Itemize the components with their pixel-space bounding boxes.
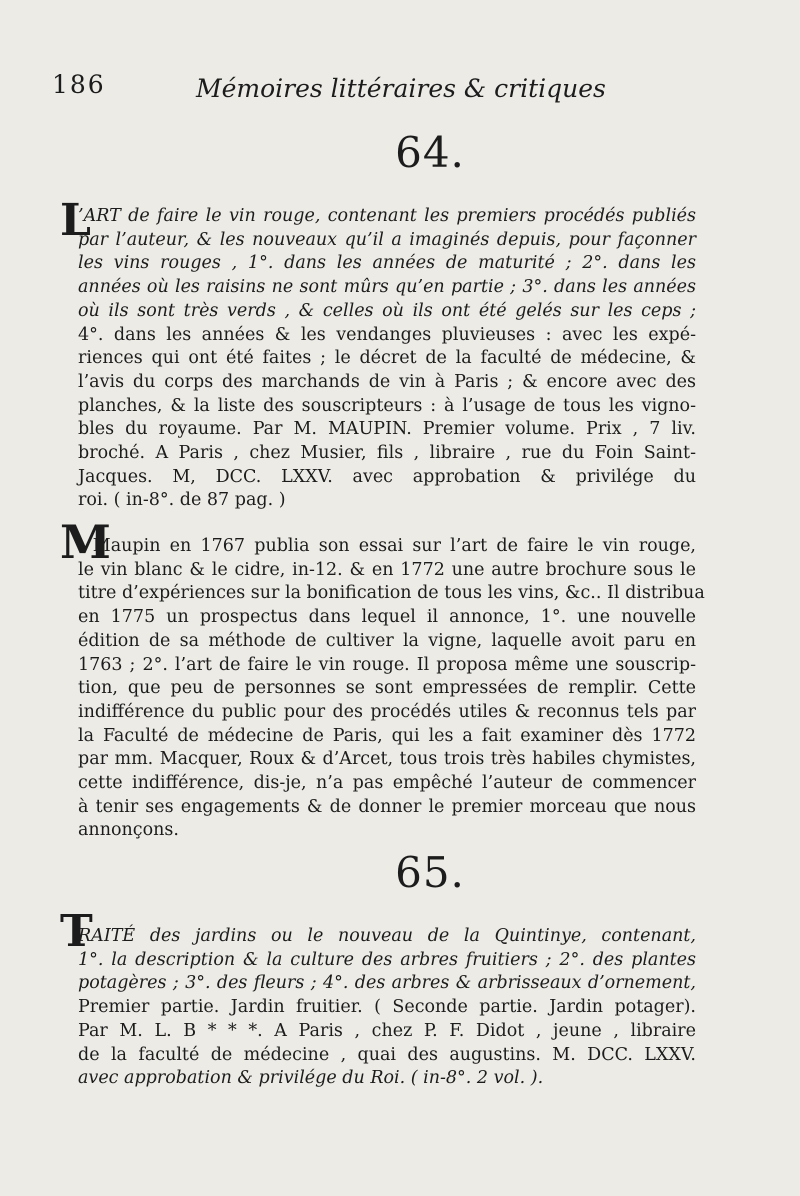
entry-line: Premier partie. Jardin fruitier. ( Seconde partie. Jardin potager).: [78, 997, 696, 1018]
entry-line: Par M. L. B * * *. A Paris , chez P. F. Didot , jeune , libraire: [78, 1020, 696, 1041]
entry-line: bles du royaume. Par M. MAUPIN. Premier volume. Prix , 7 liv.: [78, 419, 696, 440]
commentary-line: 1763 ; 2°. l’art de faire le vin rouge. Il proposa même une souscrip-: [78, 654, 696, 675]
entry-line: Jacques. M, DCC. LXXV. avec approbation & privilége du: [78, 466, 696, 487]
entry-line: l’avis du corps des marchands de vin à Paris ; & encore avec des: [78, 371, 696, 392]
drop-cap-entry-64: L: [60, 195, 91, 246]
commentary-paragraph: [78, 535, 705, 843]
entry-line: riences qui ont été faites ; le décret de la faculté de médecine, &: [78, 348, 696, 369]
commentary-line: . Maupin en 1767 publia son essai sur l’art de faire le vin rouge,: [78, 536, 696, 556]
entry-line: roi. ( in-8°. de 87 pag. ): [78, 490, 286, 511]
commentary-line: indifférence du public pour des procédés utiles & reconnus tels par: [78, 701, 696, 722]
entry-line: ’ART de faire le vin rouge, contenant les premiers procédés publiés: [78, 206, 696, 226]
entry-line: les vins rouges , 1°. dans les années de maturité ; 2°. dans les: [78, 253, 696, 274]
entry-65-bibliographic-record: [78, 925, 696, 1091]
entry-line: de la faculté de médecine , quai des augustins. M. DCC. LXXV.: [78, 1044, 696, 1065]
entry-line: avec approbation & privilége du Roi. ( in-8°. 2 vol. ).: [78, 1068, 544, 1089]
drop-cap-commentary: M: [60, 515, 111, 569]
entry-line: potagères ; 3°. des fleurs ; 4°. des arbres & arbrisseaux d’ornement,: [78, 973, 696, 994]
page-header: [52, 70, 752, 110]
commentary-line: tion, que peu de personnes se sont empressées de remplir. Cette: [78, 678, 696, 699]
commentary-line: en 1775 un prospectus dans lequel il annonce, 1°. une nouvelle: [78, 607, 696, 628]
entry-line: où ils sont très verds , & celles où ils ont été gelés sur les ceps ;: [78, 300, 696, 321]
commentary-line: édition de sa méthode de cultiver la vigne, laquelle avoit paru en: [78, 630, 696, 651]
commentary-line: par mm. Macquer, Roux & d’Arcet, tous trois très habiles chymistes,: [78, 749, 696, 770]
entry-number-64: 64.: [395, 128, 465, 177]
entry-number-65: 65.: [395, 848, 465, 897]
commentary-line: annonçons.: [78, 820, 179, 841]
entry-line: par l’auteur, & les nouveaux qu’il a imaginés depuis, pour façonner: [78, 229, 696, 250]
commentary-line: à tenir ses engagements & de donner le premier morceau que nous: [78, 796, 696, 817]
drop-cap-entry-65: T: [60, 906, 93, 957]
entry-line: broché. A Paris , chez Musier, fils , libraire , rue du Foin Saint-: [78, 443, 696, 464]
page-number: 186: [52, 70, 106, 99]
entry-line: années où les raisins ne sont mûrs qu’en partie ; 3°. dans les années: [78, 277, 696, 298]
entry-line: 4°. dans les années & les vendanges pluvieuses : avec les expé-: [78, 324, 696, 345]
entry-64-bibliographic-record: [78, 205, 696, 513]
entry-line: planches, & la liste des souscripteurs : à l’usage de tous les vigno-: [78, 395, 696, 416]
entry-line: RAITÉ des jardins ou le nouveau de la Quintinye, contenant,: [78, 926, 696, 946]
commentary-line: la Faculté de médecine de Paris, qui les a fait examiner dès 1772: [78, 725, 696, 746]
commentary-line: titre d’expériences sur la bonification de tous les vins, &c.. Il distribua: [78, 583, 705, 604]
commentary-line: le vin blanc & le cidre, in-12. & en 1772 une autre brochure sous le: [78, 559, 696, 580]
running-title: Mémoires littéraires & critiques: [196, 74, 606, 103]
entry-line: 1°. la description & la culture des arbres fruitiers ; 2°. des plantes: [78, 949, 696, 970]
commentary-line: cette indifférence, dis-je, n’a pas empêché l’auteur de commencer: [78, 773, 696, 794]
